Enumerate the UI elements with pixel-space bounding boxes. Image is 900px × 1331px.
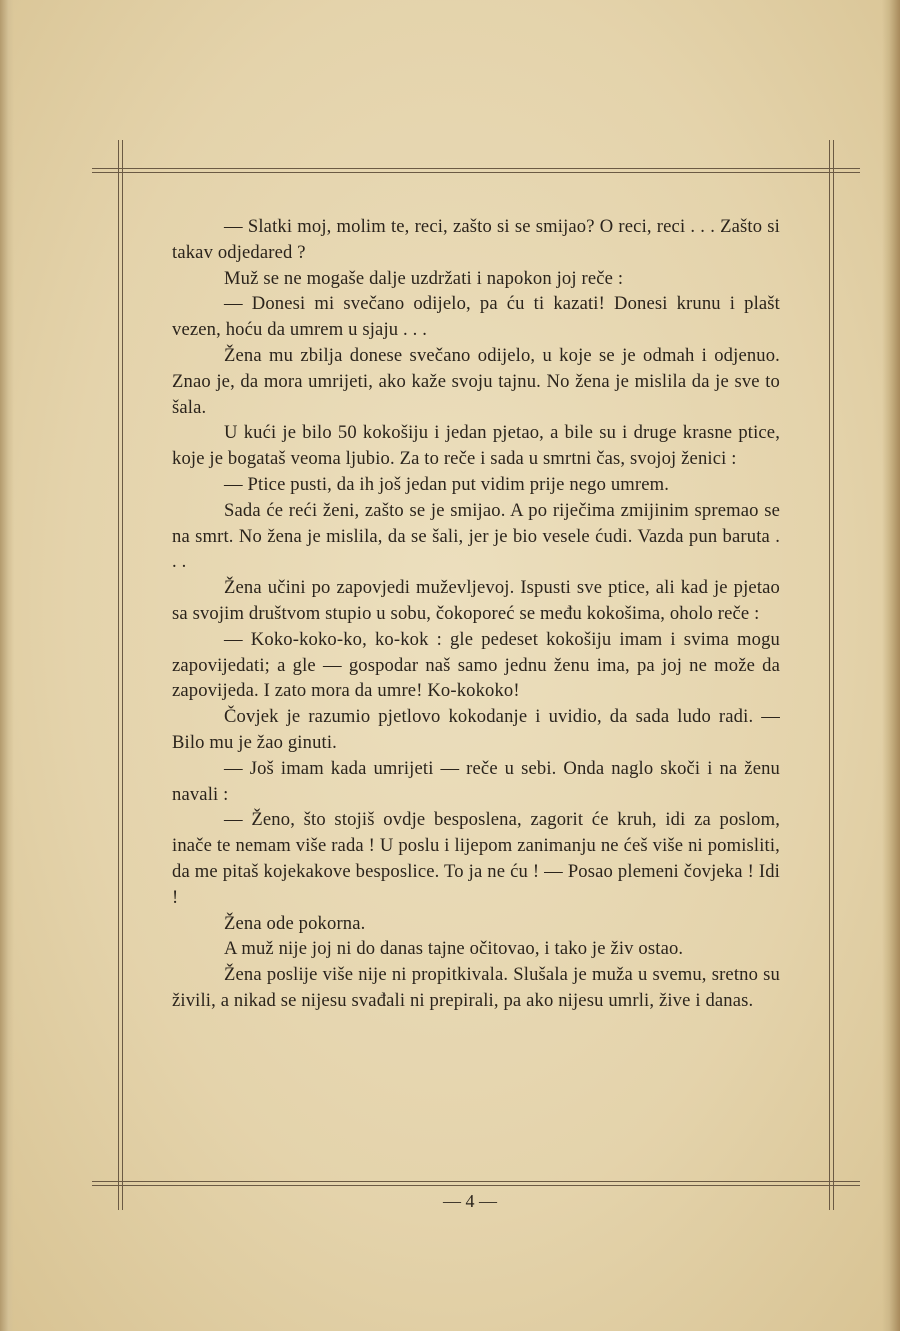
page-number: — 4 — <box>443 1191 497 1211</box>
paragraph: Sada će reći ženi, zašto se je smijao. A po riječima zmijinim spremao se na smrt. No žena je mislila, da se šali, jer je bio vesele ćudi. Vazda pun baruta . . . <box>172 499 780 573</box>
paragraph: Muž se ne mogaše dalje uzdržati i napokon joj reče : <box>224 267 624 289</box>
paragraph: Žena mu zbilja donese svečano odijelo, u koje se je odmah i odjenuo. Znao je, da mora umrijeti, ako kaže svoju tajnu. No žena je mislila da je sve to šala. <box>172 344 780 418</box>
paragraph: Žena poslije više nije ni propitkivala. Slušala je muža u svemu, sretno su živili, a nikad se nijesu svađali ni prepirali, pa ako nijesu umrli, žive i danas. <box>172 964 780 1011</box>
paragraph: Žena ode pokorna. <box>224 912 366 934</box>
paragraph: — Slatki moj, molim te, reci, zašto si se smijao? O reci, reci . . . Zašto si takav odjedared ? <box>172 216 780 263</box>
frame-bottom-line-inner <box>92 1185 860 1186</box>
frame-left-line <box>118 140 119 1210</box>
paragraph: — Još imam kada umrijeti — reče u sebi. Onda naglo skoči i na ženu navali : <box>172 757 780 805</box>
frame-right-line-inner <box>833 140 834 1210</box>
paragraph: — Ptice pusti, da ih još jedan put vidim prije nego umrem. <box>224 473 670 495</box>
paragraph: — Koko-koko-ko, ko-kok : gle pedeset kokošiju imam i svima mogu zapovijedati; a gle — gospodar naš samo jednu ženu ima, pa joj ne može da zapovijeda. I zato mora da umre! Ko-kokoko! <box>172 628 780 702</box>
frame-top-line-inner <box>92 172 860 173</box>
paragraph: Čovjek je razumio pjetlovo kokodanje i uvidio, da sada ludo radi. — Bilo mu je žao ginuti. <box>172 706 780 753</box>
page-left-edge <box>0 0 14 1331</box>
frame-left-line-inner <box>122 140 123 1210</box>
paragraph: A muž nije joj ni do danas tajne očitovao, i tako je živ ostao. <box>224 938 684 960</box>
paragraph: — Ženo, što stojiš ovdje besposlena, zagorit će kruh, idi za poslom, inače te nemam više rada ! U poslu i lijepom zanimanju ne ćeš više ni pomisliti, da me pitaš kojekakove besposlice. To ja ne ću ! — Posao plemeni čovjeka ! Idi ! <box>172 809 780 908</box>
paragraph: Žena učini po zapovjedi muževljevoj. Ispusti sve ptice, ali kad je pjetao sa svojim društvom stupio u sobu, čokoporeć se među kokošima, oholo reče : <box>172 577 780 624</box>
story-text <box>172 214 780 1014</box>
frame-bottom-line <box>92 1181 860 1182</box>
page-right-edge <box>882 0 900 1331</box>
frame-right-line <box>829 140 830 1210</box>
paragraph: U kući je bilo 50 kokošiju i jedan pjetao, a bile su i druge krasne ptice, koje je bogataš veoma ljubio. Za to reče i sada u smrtni čas, svojoj ženici : <box>172 422 780 470</box>
paragraph: — Donesi mi svečano odijelo, pa ću ti kazati! Donesi krunu i plašt vezen, hoću da umrem u sjaju . . . <box>172 293 780 341</box>
frame-top-line <box>92 168 860 169</box>
